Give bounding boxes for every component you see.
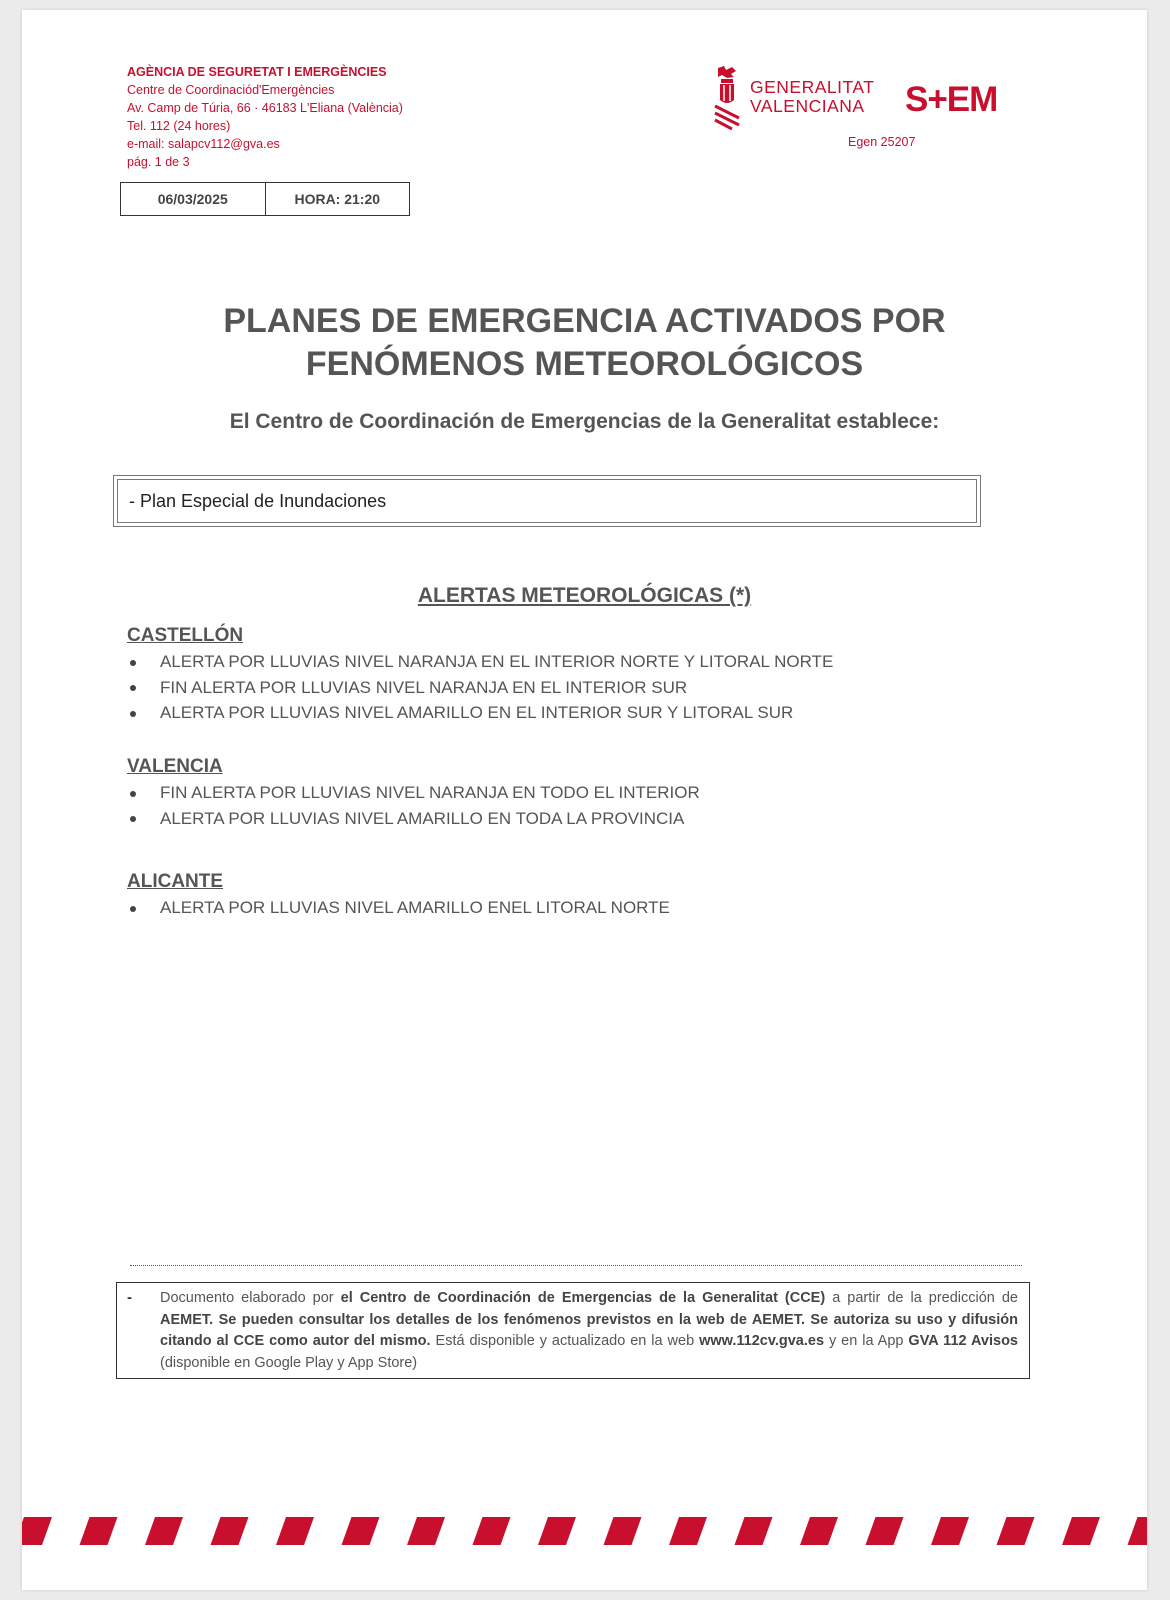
footer-text-part: Documento elaborado por (160, 1290, 341, 1306)
generalitat-logo-text (750, 78, 874, 116)
agency-email: e-mail: salapcv112@gva.es (127, 137, 280, 151)
footer-note (116, 1282, 1030, 1379)
stripe-segment (145, 1517, 183, 1545)
red-stripe-border (22, 1517, 1147, 1545)
stripe-segment (276, 1517, 314, 1545)
stripe-segment (80, 1517, 118, 1545)
page-title-line1: PLANES DE EMERGENCIA ACTIVADOS POR (223, 302, 946, 340)
stripe-segment (1128, 1517, 1148, 1545)
stripe-segment (22, 1517, 52, 1545)
stripe-segment (866, 1517, 904, 1545)
footer-app-name: GVA 112 Avisos (908, 1333, 1018, 1349)
footer-dash: - (127, 1289, 132, 1306)
alert-item: ALERTA POR LLUVIAS NIVEL AMARILLO ENEL LITORAL NORTE (127, 895, 1077, 921)
stripe-segment (1062, 1517, 1100, 1545)
footer-text (160, 1288, 1018, 1374)
page-number: pág. 1 de 3 (127, 155, 190, 169)
region-name: VALENCIA (127, 756, 223, 777)
stripe-segment (342, 1517, 380, 1545)
generalitat-emblem-icon (712, 66, 742, 132)
date-value: 06/03/2025 (157, 191, 228, 207)
footer-website: www.112cv.gva.es (699, 1333, 825, 1349)
stripe-segment (473, 1517, 511, 1545)
alert-list (127, 895, 1077, 921)
stripe-segment (407, 1517, 445, 1545)
agency-address: Av. Camp de Túria, 66 · 46183 L'Eliana (València) (127, 101, 403, 115)
alert-list (127, 780, 1077, 831)
plan-text: - Plan Especial de Inundaciones (117, 479, 977, 523)
egen-code: Egen 25207 (848, 135, 916, 149)
stripe-segment (211, 1517, 249, 1545)
region-name: ALICANTE (127, 871, 224, 892)
stripe-segment (997, 1517, 1035, 1545)
stripe-segment (800, 1517, 838, 1545)
document-page (22, 10, 1147, 1590)
region-valencia (127, 754, 1077, 831)
alert-item: ALERTA POR LLUVIAS NIVEL AMARILLO EN TODA LA PROVINCIA (127, 806, 1077, 832)
sem-logo: S+EM (905, 80, 998, 119)
alert-list (127, 649, 1077, 726)
footer-text-part: (disponible en Google Play y App Store) (160, 1354, 418, 1371)
stripe-segment (931, 1517, 969, 1545)
agency-name: AGÈNCIA DE SEGURETAT I EMERGÈNCIES (127, 65, 387, 79)
generalitat-logo-line1: GENERALITAT (750, 77, 875, 97)
region-name: CASTELLÓN (127, 625, 244, 646)
dotted-separator (130, 1265, 1022, 1266)
agency-header (127, 63, 403, 171)
footer-text-part: Está disponible y actualizado en la web (430, 1333, 700, 1349)
alert-item: ALERTA POR LLUVIAS NIVEL NARANJA EN EL INTERIOR NORTE Y LITORAL NORTE (127, 649, 1077, 675)
page-subtitle: El Centro de Coordinación de Emergencias de la Generalitat establece: (229, 410, 940, 433)
agency-centre: Centre de Coordinaciód'Emergències (127, 83, 335, 97)
footer-bold-aemet: AEMET. Se pueden consultar los detalles de los fenómenos previstos en la web de AEMET. Se autoriza su uso y difusión citando al CCE como autor del mismo. (160, 1311, 1018, 1349)
stripe-segment (735, 1517, 773, 1545)
plan-box (113, 475, 981, 527)
stripe-segment (538, 1517, 576, 1545)
alert-item: FIN ALERTA POR LLUVIAS NIVEL NARANJA EN TODO EL INTERIOR (127, 780, 1077, 806)
stripe-segment (669, 1517, 707, 1545)
time-value: HORA: 21:20 (265, 183, 410, 215)
alert-item: ALERTA POR LLUVIAS NIVEL AMARILLO EN EL INTERIOR SUR Y LITORAL SUR (127, 700, 1077, 726)
alerts-heading: ALERTAS METEOROLÓGICAS (*) (417, 584, 752, 607)
page-title-line2: FENÓMENOS METEOROLÓGICOS (305, 345, 864, 383)
region-castellon (127, 623, 1077, 726)
date-time-box (120, 182, 410, 216)
footer-text-part: a partir de la predicción de (825, 1290, 1018, 1306)
alert-item: FIN ALERTA POR LLUVIAS NIVEL NARANJA EN EL INTERIOR SUR (127, 675, 1077, 701)
agency-phone: Tel. 112 (24 hores) (127, 119, 231, 133)
footer-bold-cce: el Centro de Coordinación de Emergencias de la Generalitat (CCE) (340, 1290, 826, 1306)
footer-text-part: y en la App (824, 1333, 909, 1349)
generalitat-logo-line2: VALENCIANA (750, 96, 865, 116)
stripe-segment (604, 1517, 642, 1545)
region-alicante (127, 869, 1077, 921)
page-title (22, 300, 1147, 386)
